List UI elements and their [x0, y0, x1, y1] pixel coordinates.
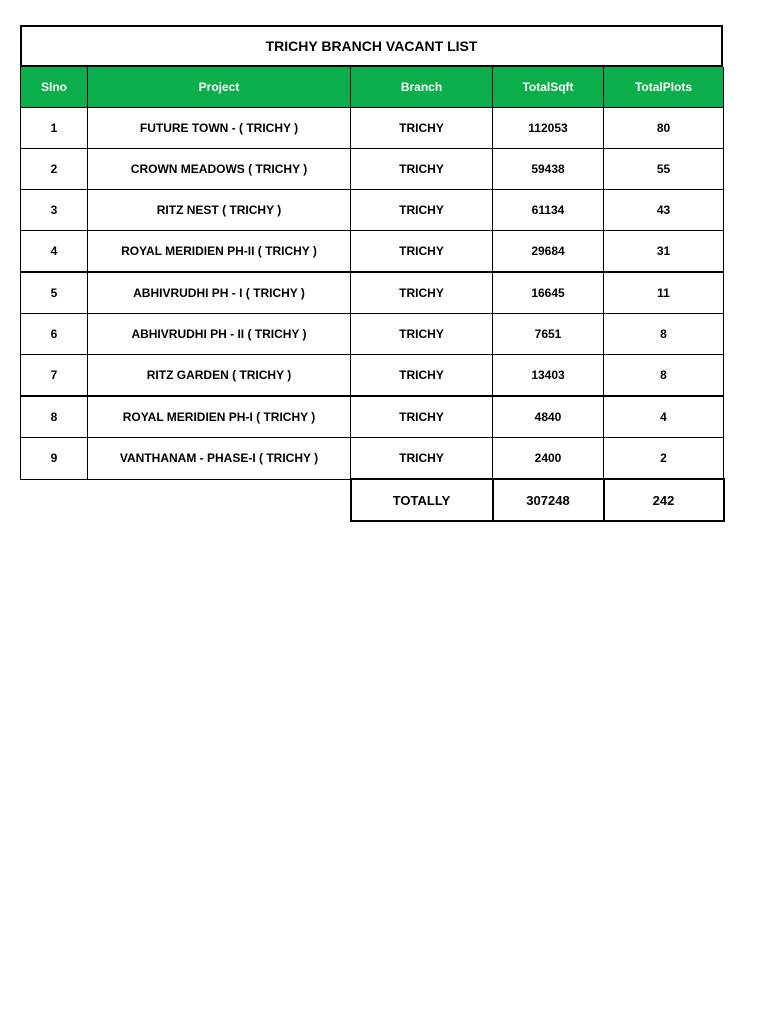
- totals-sqft: 307248: [493, 479, 604, 521]
- cell-totalplots: 43: [604, 190, 724, 231]
- totals-label: TOTALLY: [351, 479, 493, 521]
- cell-project: ABHIVRUDHI PH - I ( TRICHY ): [88, 272, 351, 314]
- totals-plots: 242: [604, 479, 724, 521]
- cell-project: ABHIVRUDHI PH - II ( TRICHY ): [88, 314, 351, 355]
- table-row: [21, 396, 724, 438]
- cell-totalplots: 80: [604, 108, 724, 149]
- cell-totalsqft: 29684: [493, 231, 604, 273]
- header-slno: Slno: [21, 67, 88, 108]
- cell-branch: TRICHY: [351, 396, 493, 438]
- header-project: Project: [88, 67, 351, 108]
- cell-totalsqft: 16645: [493, 272, 604, 314]
- vacant-list-table: [20, 67, 725, 522]
- table-row: [21, 190, 724, 231]
- table-row: [21, 438, 724, 480]
- cell-branch: TRICHY: [351, 272, 493, 314]
- cell-slno: 6: [21, 314, 88, 355]
- cell-branch: TRICHY: [351, 108, 493, 149]
- cell-slno: 7: [21, 355, 88, 397]
- sheet-title: TRICHY BRANCH VACANT LIST: [20, 25, 723, 67]
- cell-totalplots: 8: [604, 314, 724, 355]
- table-row: [21, 272, 724, 314]
- cell-project: ROYAL MERIDIEN PH-I ( TRICHY ): [88, 396, 351, 438]
- table-row: [21, 355, 724, 397]
- cell-totalplots: 55: [604, 149, 724, 190]
- cell-totalplots: 8: [604, 355, 724, 397]
- cell-branch: TRICHY: [351, 231, 493, 273]
- cell-totalplots: 2: [604, 438, 724, 480]
- cell-totalplots: 31: [604, 231, 724, 273]
- cell-totalsqft: 4840: [493, 396, 604, 438]
- cell-project: RITZ NEST ( TRICHY ): [88, 190, 351, 231]
- header-totalplots: TotalPlots: [604, 67, 724, 108]
- cell-totalsqft: 7651: [493, 314, 604, 355]
- table-row: [21, 314, 724, 355]
- header-totalsqft: TotalSqft: [493, 67, 604, 108]
- table-row: [21, 108, 724, 149]
- cell-project: VANTHANAM - PHASE-I ( TRICHY ): [88, 438, 351, 480]
- cell-branch: TRICHY: [351, 355, 493, 397]
- table-header-row: [21, 67, 724, 108]
- cell-branch: TRICHY: [351, 438, 493, 480]
- cell-branch: TRICHY: [351, 149, 493, 190]
- cell-branch: TRICHY: [351, 314, 493, 355]
- cell-project: FUTURE TOWN - ( TRICHY ): [88, 108, 351, 149]
- cell-project: ROYAL MERIDIEN PH-II ( TRICHY ): [88, 231, 351, 273]
- cell-project: CROWN MEADOWS ( TRICHY ): [88, 149, 351, 190]
- cell-branch: TRICHY: [351, 190, 493, 231]
- vacant-list-sheet: [20, 25, 723, 522]
- header-branch: Branch: [351, 67, 493, 108]
- cell-slno: 8: [21, 396, 88, 438]
- totals-spacer: [21, 479, 351, 521]
- cell-slno: 1: [21, 108, 88, 149]
- cell-slno: 3: [21, 190, 88, 231]
- cell-totalplots: 11: [604, 272, 724, 314]
- cell-slno: 9: [21, 438, 88, 480]
- cell-slno: 5: [21, 272, 88, 314]
- totals-row: [21, 479, 724, 521]
- cell-totalsqft: 2400: [493, 438, 604, 480]
- cell-totalplots: 4: [604, 396, 724, 438]
- cell-slno: 4: [21, 231, 88, 273]
- cell-slno: 2: [21, 149, 88, 190]
- table-row: [21, 231, 724, 273]
- table-row: [21, 149, 724, 190]
- cell-totalsqft: 59438: [493, 149, 604, 190]
- cell-project: RITZ GARDEN ( TRICHY ): [88, 355, 351, 397]
- cell-totalsqft: 13403: [493, 355, 604, 397]
- cell-totalsqft: 61134: [493, 190, 604, 231]
- cell-totalsqft: 112053: [493, 108, 604, 149]
